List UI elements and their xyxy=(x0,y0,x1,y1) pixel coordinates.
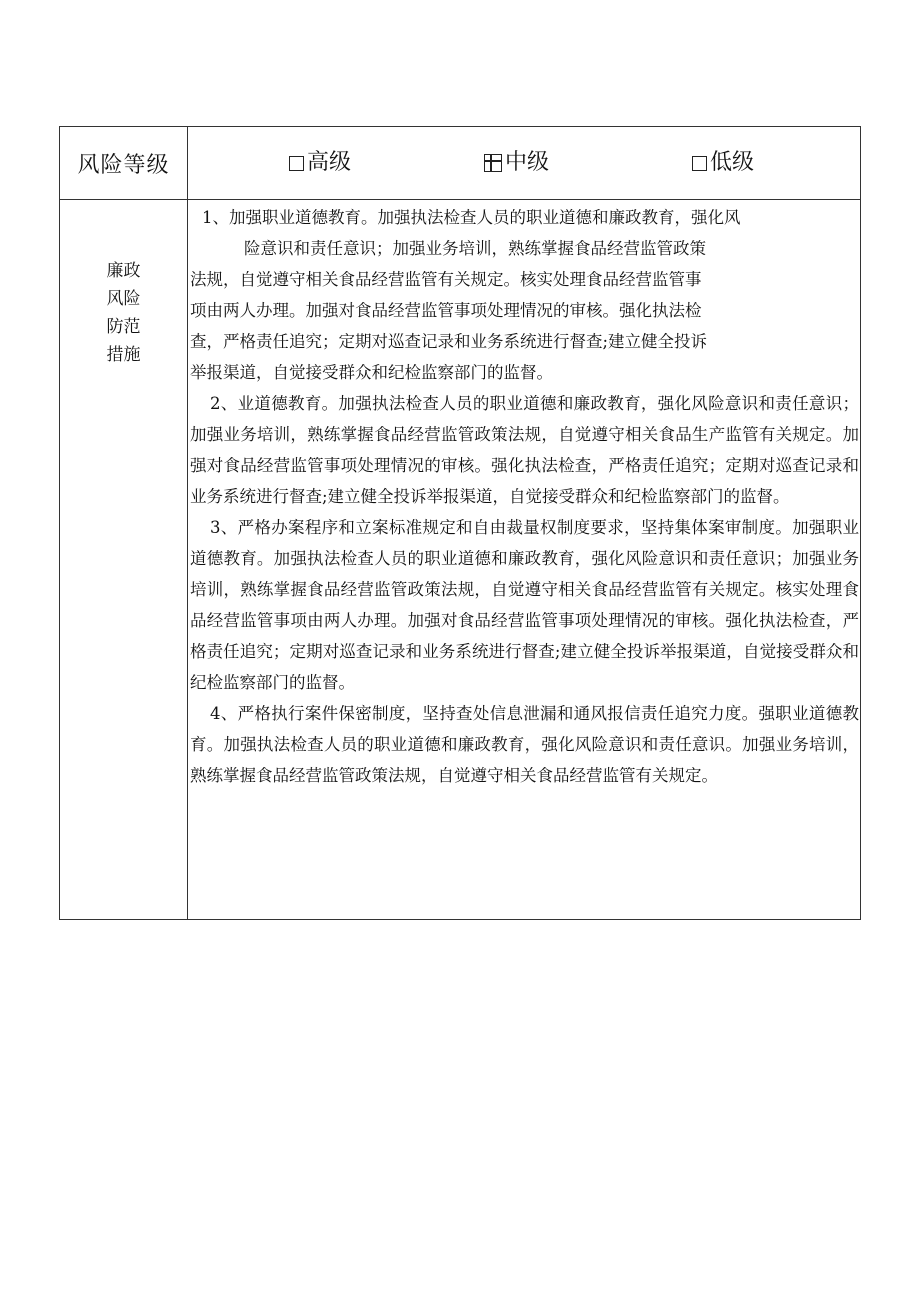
risk-option-medium-label: 中级 xyxy=(505,150,550,175)
measures-label-line: 风险 xyxy=(106,289,141,309)
measures-row xyxy=(60,200,861,920)
risk-option-low-label: 低级 xyxy=(710,150,755,175)
measure-1-line: 举报渠道，自觉接受群众和纪检监察部门的监督。 xyxy=(190,363,553,382)
measure-1-line: 1、加强职业道德教育。加强执法检查人员的职业道德和廉政教育，强化风 xyxy=(202,208,741,227)
measure-paragraph-2: 2、业道德教育。加强执法检查人员的职业道德和廉政教育，强化风险意识和责任意识；加强业务培训，熟练掌握食品经营监管政策法规，自觉遵守相关食品生产监管有关规定。加强对食品经营监管事项处理情况的审核。强化执法检查，严格责任追究；定期对巡查记录和业务系统进行督查;建立健全投诉举报渠道，自觉接受群众和纪检监察部门的监督。 xyxy=(190,394,859,506)
risk-level-label: 风险等级 xyxy=(77,152,170,178)
measures-label-cell xyxy=(60,200,188,920)
measure-1-line: 险意识和责任意识；加强业务培训，熟练掌握食品经营监管政策 xyxy=(244,239,706,258)
measures-content-cell xyxy=(188,200,861,920)
checkbox-medium-checked-icon[interactable] xyxy=(484,154,502,172)
measures-label-line: 防范 xyxy=(106,317,141,337)
risk-option-low[interactable] xyxy=(692,149,754,177)
measure-1-line: 法规，自觉遵守相关食品经营监管有关规定。核实处理食品经营监管事 xyxy=(190,270,702,289)
measures-label-line: 廉政 xyxy=(106,261,141,281)
measure-paragraph-4: 4、严格执行案件保密制度，坚持查处信息泄漏和通风报信责任追究力度。强职业道德教育。加强执法检查人员的职业道德和廉政教育，强化风险意识和责任意识。加强业务培训，熟练掌握食品经营监管政策法规，自觉遵守相关食品经营监管有关规定。 xyxy=(190,704,859,785)
risk-option-high-label: 高级 xyxy=(307,150,352,175)
risk-level-options-cell xyxy=(188,127,861,200)
measure-1-line: 查，严格责任追究；定期对巡查记录和业务系统进行督查;建立健全投诉 xyxy=(190,332,708,351)
measures-label-line: 措施 xyxy=(106,345,141,365)
measure-paragraph-3: 3、严格办案程序和立案标准规定和自由裁量权制度要求，坚持集体案审制度。加强职业道德教育。加强执法检查人员的职业道德和廉政教育，强化风险意识和责任意识；加强业务培训，熟练掌握食品经营监管政策法规，自觉遵守相关食品经营监管有关规定。核实处理食品经营监管事项由两人办理。加强对食品经营监管事项处理情况的审核。强化执法检查，严格责任追究；定期对巡查记录和业务系统进行督查;建立健全投诉举报渠道，自觉接受群众和纪检监察部门的监督。 xyxy=(190,518,859,692)
risk-level-options xyxy=(188,127,860,199)
risk-control-table xyxy=(59,126,861,920)
measure-paragraph-1 xyxy=(188,202,860,388)
risk-option-medium[interactable] xyxy=(484,149,549,177)
risk-level-row xyxy=(60,127,861,200)
risk-option-high[interactable] xyxy=(289,149,351,177)
measure-1-line: 项由两人办理。加强对食品经营监管事项处理情况的审核。强化执法检 xyxy=(190,301,702,320)
checkbox-high-icon[interactable] xyxy=(289,156,304,171)
checkbox-low-icon[interactable] xyxy=(692,156,707,171)
risk-level-label-cell xyxy=(60,127,188,200)
